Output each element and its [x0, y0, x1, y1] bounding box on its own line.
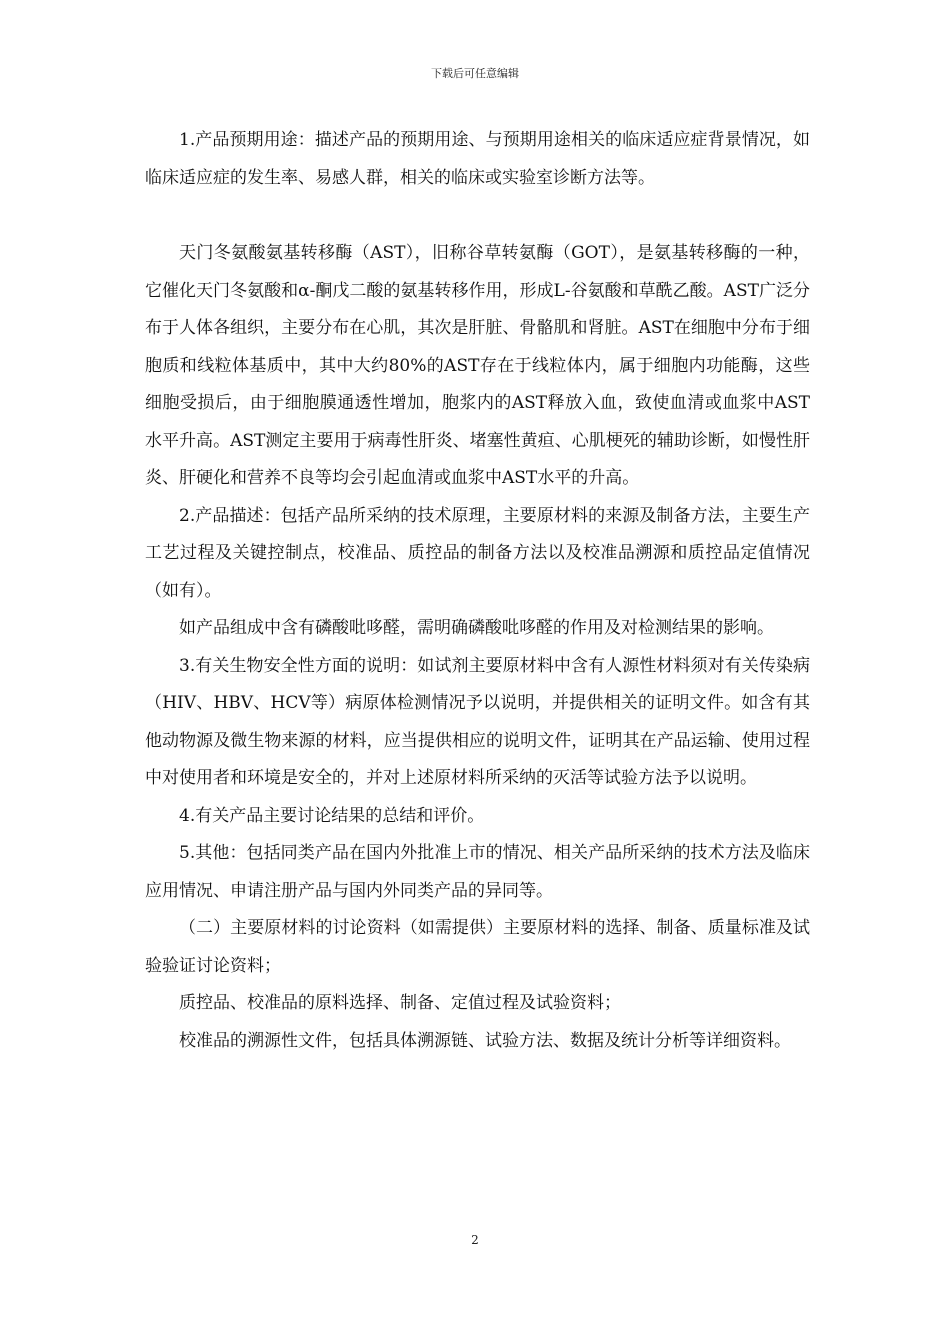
document-body — [145, 122, 810, 1060]
paragraph-product-description: 2.产品描述：包括产品所采纳的技术原理，主要原材料的来源及制备方法，主要生产工艺过程及关键控制点，校准品、质控品的制备方法以及校准品溯源和质控品定值情况（如有）。 — [145, 505, 810, 601]
paragraph-traceability: 校准品的溯源性文件，包括具体溯源链、试验方法、数据及统计分析等详细资料。 — [179, 1030, 791, 1051]
paragraph-other: 5.其他：包括同类产品在国内外批准上市的情况、相关产品所采纳的技术方法及临床应用情况、申请注册产品与国内外同类产品的异同等。 — [145, 843, 810, 901]
page-header: 下载后可任意编辑 — [431, 67, 519, 80]
paragraph-qc-calibrator-materials: 质控品、校准品的原料选择、制备、定值过程及试验资料； — [179, 993, 621, 1013]
paragraph-biosafety: 3.有关生物安全性方面的说明：如试剂主要原材料中含有人源性材料须对有关传染病（HIV、HBV、HCV等）病原体检测情况予以说明，并提供相关的证明文件。如含有其他动物源及微生物来源的材料，应当提供相应的说明文件，证明其在产品运输、使用过程中对使用者和环境是安全的，并对上述原材料所采纳的灭活等试验方法予以说明。 — [145, 655, 810, 788]
paragraph-pyridoxal-phosphate: 如产品组成中含有磷酸吡哆醛，需明确磷酸吡哆醛的作用及对检测结果的影响。 — [179, 618, 774, 638]
paragraph-raw-materials: （二）主要原材料的讨论资料（如需提供）主要原材料的选择、制备、质量标准及试验验证讨论资料； — [145, 918, 810, 976]
page-number: 2 — [471, 1233, 479, 1247]
paragraph-intended-use: 1.产品预期用途：描述产品的预期用途、与预期用途相关的临床适应症背景情况，如临床适应症的发生率、易感人群，相关的临床或实验室诊断方法等。 — [145, 130, 810, 188]
paragraph-results-summary: 4.有关产品主要讨论结果的总结和评价。 — [179, 805, 485, 826]
paragraph-ast-background: 天门冬氨酸氨基转移酶（AST），旧称谷草转氨酶（GOT），是氨基转移酶的一种，它催化天门冬氨酸和α-酮戊二酸的氨基转移作用，形成L-谷氨酸和草酰乙酸。AST广泛分布于人体各组织，主要分布在心肌，其次是肝脏、骨骼肌和肾脏。AST在细胞中分布于细胞质和线粒体基质中，其中大约80%的AST存在于线粒体内，属于细胞内功能酶，这些细胞受损后，由于细胞膜通透性增加，胞浆内的AST释放入血，致使血清或血浆中AST水平升高。AST测定主要用于病毒性肝炎、堵塞性黄疸、心肌梗死的辅助诊断，如慢性肝炎、肝硬化和营养不良等均会引起血清或血浆中AST水平的升高。 — [145, 243, 810, 488]
